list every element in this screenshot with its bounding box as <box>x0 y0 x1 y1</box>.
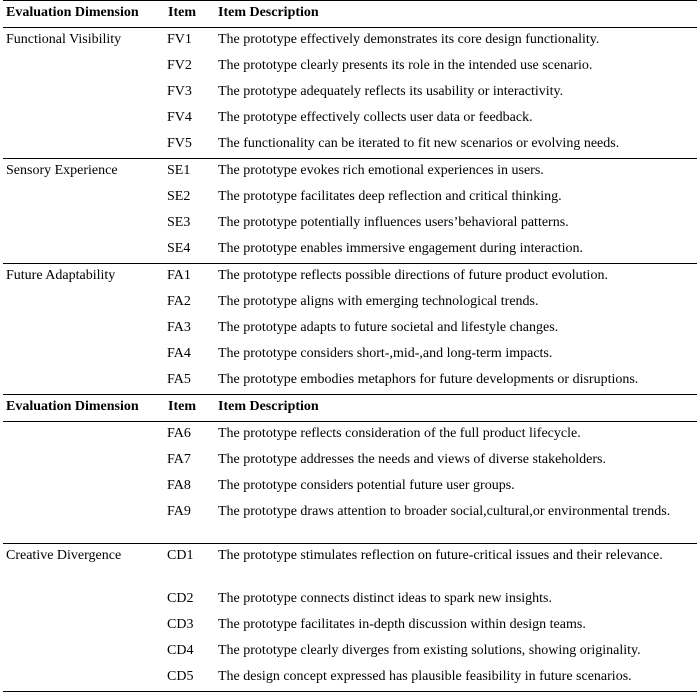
dimension-cell <box>3 290 165 316</box>
dimension-cell <box>3 368 165 395</box>
item-code-cell: FA9 <box>165 500 215 544</box>
item-code-cell: FV2 <box>167 58 192 73</box>
dimension-cell <box>3 80 165 106</box>
dimension-cell <box>3 639 165 665</box>
table-row <box>3 639 697 665</box>
item-code-cell: FV5 <box>165 132 215 159</box>
table-row <box>3 264 697 291</box>
item-description-cell: The prototype aligns with emerging technological trends. <box>218 294 539 309</box>
item-description-cell: The prototype evokes rich emotional experiences in users. <box>218 163 544 178</box>
item-description-cell: The prototype clearly presents its role in the intended use scenario. <box>218 58 593 73</box>
item-code-cell: CD2 <box>167 591 194 606</box>
dimension-cell <box>3 448 165 474</box>
item-code-cell: FA5 <box>165 368 215 395</box>
item-description-cell: The prototype effectively collects user data or feedback. <box>218 110 533 125</box>
item-description-cell: The prototype adapts to future societal and lifestyle changes. <box>218 320 559 335</box>
header-description: Item Description <box>215 395 697 422</box>
table-row <box>3 474 697 500</box>
item-code-cell: CD4 <box>167 643 194 658</box>
table-row <box>3 448 697 474</box>
table-row <box>3 665 697 692</box>
table-row <box>3 132 697 159</box>
evaluation-table <box>3 0 697 692</box>
dimension-cell <box>3 474 165 500</box>
table-row <box>3 54 697 80</box>
item-description-cell: The functionality can be iterated to fit new scenarios or evolving needs. <box>215 132 697 159</box>
dimension-cell <box>3 237 165 264</box>
table-row <box>3 368 697 395</box>
item-code-cell: SE2 <box>167 189 191 204</box>
table-row <box>3 159 697 186</box>
dimension-cell: Sensory Experience <box>6 163 118 178</box>
dimension-cell: Creative Divergence <box>6 548 122 563</box>
item-description-cell: The prototype clearly diverges from existing solutions, showing originality. <box>218 643 641 658</box>
item-description-cell: The prototype considers potential future user groups. <box>218 478 515 493</box>
table-row <box>3 422 697 449</box>
item-code-cell: CD5 <box>165 665 215 692</box>
table-row <box>3 587 697 613</box>
item-description-cell: The prototype connects distinct ideas to spark new insights. <box>218 591 552 606</box>
header-row <box>3 1 697 28</box>
item-code-cell: CD1 <box>167 548 194 563</box>
header-row <box>3 395 697 422</box>
item-description-cell: The prototype stimulates reflection on future-critical issues and their relevance. <box>218 548 663 563</box>
table-row <box>3 544 697 588</box>
item-code-cell: FA6 <box>167 426 191 441</box>
item-code-cell: FA8 <box>167 478 191 493</box>
header-dimension: Evaluation Dimension <box>3 395 165 422</box>
item-description-cell: The prototype embodies metaphors for future developments or disruptions. <box>215 368 697 395</box>
dimension-cell <box>3 54 165 80</box>
item-description-cell: The prototype reflects possible directions of future product evolution. <box>218 268 608 283</box>
dimension-cell <box>3 132 165 159</box>
table-body <box>3 1 697 692</box>
dimension-cell <box>3 500 165 544</box>
dimension-cell <box>3 211 165 237</box>
item-description-cell: The prototype addresses the needs and views of diverse stakeholders. <box>218 452 606 467</box>
item-description-cell: The prototype enables immersive engagement during interaction. <box>215 237 697 264</box>
dimension-cell <box>3 613 165 639</box>
dimension-cell <box>3 185 165 211</box>
table-row <box>3 500 697 544</box>
item-code-cell: FA3 <box>167 320 191 335</box>
dimension-cell: Future Adaptability <box>6 268 116 283</box>
item-description-cell: The prototype considers short-,mid-,and long-term impacts. <box>218 346 553 361</box>
item-code-cell: SE4 <box>165 237 215 264</box>
dimension-cell <box>3 422 165 449</box>
header-item: Item <box>165 395 215 422</box>
table-row <box>3 185 697 211</box>
item-code-cell: FV1 <box>167 32 192 47</box>
dimension-cell <box>3 106 165 132</box>
item-description-cell: The prototype facilitates deep reflection and critical thinking. <box>218 189 562 204</box>
dimension-cell: Functional Visibility <box>6 32 122 47</box>
table-row <box>3 290 697 316</box>
table-row <box>3 342 697 368</box>
dimension-cell <box>3 316 165 342</box>
dimension-cell <box>3 342 165 368</box>
item-description-cell: The prototype adequately reflects its usability or interactivity. <box>218 84 564 99</box>
item-code-cell: FV4 <box>167 110 192 125</box>
header-item: Item <box>165 1 215 28</box>
item-description-cell: The prototype potentially influences users’behavioral patterns. <box>218 215 569 230</box>
item-code-cell: CD3 <box>167 617 194 632</box>
table-row <box>3 211 697 237</box>
item-description-cell: The prototype draws attention to broader social,cultural,or environmental trends. <box>215 500 697 544</box>
item-code-cell: FV3 <box>167 84 192 99</box>
table-row <box>3 80 697 106</box>
table-row <box>3 316 697 342</box>
dimension-cell <box>3 587 165 613</box>
item-code-cell: SE1 <box>167 163 191 178</box>
item-code-cell: SE3 <box>167 215 191 230</box>
item-code-cell: FA4 <box>167 346 191 361</box>
table-row <box>3 106 697 132</box>
item-code-cell: FA7 <box>167 452 191 467</box>
item-description-cell: The prototype reflects consideration of the full product lifecycle. <box>218 426 581 441</box>
table-row <box>3 237 697 264</box>
item-code-cell: FA1 <box>167 268 191 283</box>
item-code-cell: FA2 <box>167 294 191 309</box>
item-description-cell: The prototype facilitates in-depth discussion within design teams. <box>218 617 586 632</box>
dimension-cell <box>3 665 165 692</box>
table-row <box>3 28 697 55</box>
item-description-cell: The prototype effectively demonstrates its core design functionality. <box>218 32 600 47</box>
item-description-cell: The design concept expressed has plausible feasibility in future scenarios. <box>215 665 697 692</box>
header-dimension: Evaluation Dimension <box>3 1 165 28</box>
header-description: Item Description <box>215 1 697 28</box>
table-row <box>3 613 697 639</box>
